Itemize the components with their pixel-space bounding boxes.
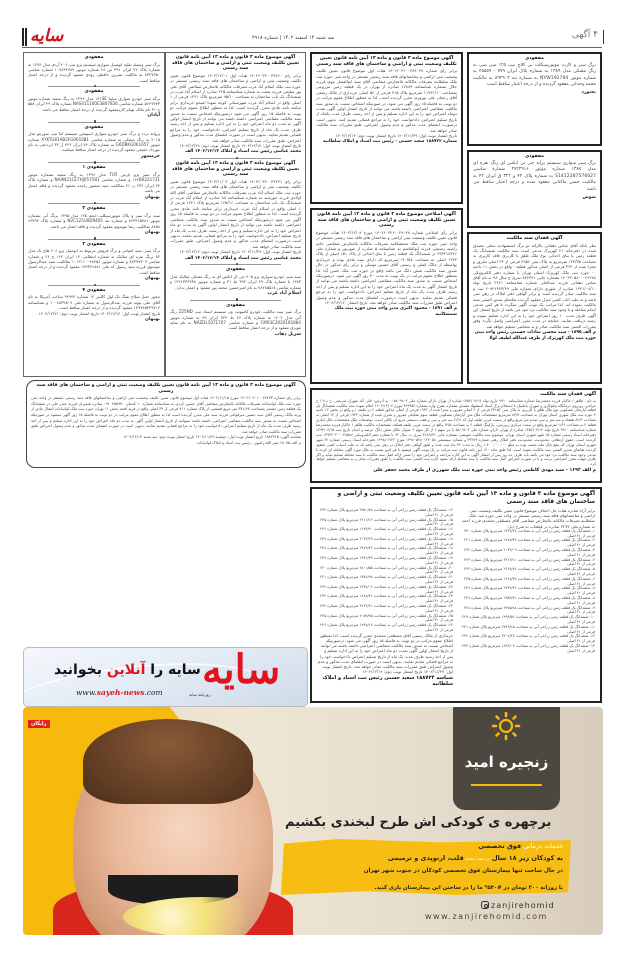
notice-body: برابر رأی شماره ۱۴۰۲۶۰۳۱۰۰۳۸۴۰۴۷ هیات اول موضوع قانون تعیین تکلیف وضعیت ثبتی اراضی و ساختمانهای فاقد سند رسمی مستقر در واحد ثبتی حوزه ثبت ملک سلطانیه تصرفات مالکانه بلامعارض متقاضی آقای سید ابوالفضل نبوی فرزند جلال بشماره شناسنامه ۱۷۸۸۹ صادره از تهران در یک قطعه زمین مزروعی بمساحت ۱۱۷۳۱/۱۰ مترمربع پلاک ۳۱۵ فرعی از ۵۲ اصلی خریداری از مالک رسمی آقای رحمان علی نوروزی محرز گردیده است. لذا به منظور اطلاع عموم مراتب در دو نوبت به فاصله ۱۵ روز آگهی می شود. در صورتیکه اشخاص نسبت به صدور سند مالکیت متقاضی اعتراضی داشته باشند می توانند از تاریخ انتشار اولین آگهی بمدت دوماه اعتراض خود را به این اداره تسلیم و پس از اخذ رسید، ظرف مدت یکماه از تاریخ تسلیم اعتراض، دادخواست خود را به مراجع قضائی تقدیم کنند. بدیهی است درصورت انقضای مدت مذکور و عدم وصول اعتراض، طبق مقررات سند مالکیت صادر خواهد شد. <box>316 68 458 133</box>
divider <box>48 283 140 287</box>
notice-closing: خریداری از مالک رسمی آقای مصطفی محمدی محرز گردیده است. لذا بمنظور اطلاع عموم مراتب در دو نوبت به فاصله ۱۵ روز آگهی می شود. درصورتیکه اشخاص نسبت به صدور سند مالکیت متقاضی اعتراضی داشته باشند می توانند از تاریخ انتشار اولین آگهی بمدت دو ماه اعتراض خود را به این اداره تسلیم و پس از اخذ رسید ظرف مدت یک ماه از تاریخ تسلیم اعتراض دادخواست خود را به مراجع قضائی تقدیم نمایند. بدیهی است در صورت انقضای مدت مذکور و عدم وصول اعتراض طبق مقررات سند مالکیت صادر خواهد شد. تاریخ انتشار نوبت اول: ۱۴۰۲/۱۱/۲۹ تاریخ انتشار نوبت دوم: ۱۴۰۲/۱۲/۱۴ <box>317 632 453 675</box>
notice-signature: م الف ۱۸۹۱ - محمود اکبری مدیر واحد ثبتی حوزه ثبت ملک شمشکانیه <box>334 306 457 318</box>
newspaper-logo: سایه <box>30 26 64 46</box>
notice-article3-soltanieh <box>310 52 463 204</box>
logo-text: زنجیره امید <box>464 753 549 771</box>
ad-text: فوق تخصصی <box>478 842 522 850</box>
headline-part: سایه را <box>145 662 201 678</box>
sayeh-ad-headline <box>54 662 201 678</box>
parcel-item: ۸- ششدانگ یک قطعه زمین زراعی آبی به مساحت ۱۹۵۳/۲۱ مترمربع پلاک شماره ۲۲۷ فرعی از ۴۱ اصلی <box>464 595 595 605</box>
sayeh-ad-url[interactable] <box>76 688 163 697</box>
notice-title: آگهی موضوع ماده ۳ قانون و ماده ۱۳ آیین نامه قانون تعیین تکلیف وضعیت ثبتی و اراضی و ساختمان های فاقد سند رسمی <box>316 56 457 67</box>
notice-title: مفقودی <box>525 154 544 159</box>
sayeh-ad-logo-caption: روزنامه سایه <box>189 692 211 697</box>
notice-signature: شماره ۱۸۸۷۲۲ سعید حسنی - رئیس ثبت اسناد و املاک سلطانیه <box>322 139 457 145</box>
parcel-item: ۲۰- ششدانگ یک قطعه زمین زراعی آبی به مساحت ۲۸۰۱/۵۵ مترمربع پلاک شماره ۲۴۰ فرعی از ۴۱ اصلی <box>320 565 453 575</box>
issue-info: سه شنبه ۱۴ اسفند ۱۴۰۲ | شماره ۴۹۱۸ <box>252 35 335 41</box>
notice-body: مجوز حمل سلاح تفنگ تک لول کالیبر ۱۲ شماره ۹۴۹۷۳ ساخت آمریکا به نام آقای علی پیوند فرزند عبدالرسول به شماره ملی ۱۰۰۸۸۳۲۵۰۹ و شناسنامه ۱۲۹۷۴۵۳۳۹۷۱۴ مفقود گردیده و از درجه اعتبار ساقط است. <box>28 294 160 311</box>
notice-city: شوش <box>582 194 596 200</box>
headline-highlight: آنلاین <box>106 662 146 678</box>
notice-title: مفقودی <box>525 56 544 61</box>
parcel-item: ۱- ششدانگ یک قطعه زمین زراعی آبی به مساحت ۱۴۲۷/۲۷ مترمربع پلاک شماره ۲۳۰ فرعی از ۴۱ اصلی <box>464 528 595 538</box>
ad-text: قلب، ارتوپدی و ترمیمی <box>387 854 464 862</box>
notice-title: مفقودی ۲ <box>82 206 106 212</box>
sun-icon <box>491 711 521 741</box>
flowers-decoration <box>123 897 283 935</box>
divider <box>48 160 140 164</box>
zanjireh-omid-logo <box>453 707 560 810</box>
ad-text: در سه رشته <box>463 857 490 862</box>
notice-body: به نام - ظاهر / خاکیار فرزند محمدرضا شماره شناسنامه ۹۹۱۰ تاریخ تولد ۱۳۵۲/۰۴/۱۴ صادره از تهران دارای شماره ملی ۰۰۵۸۰۹۸۰۳ به آدرس: خلی آباد شهرک شریعتی، خ پ۳ / ج جراغی، روبروی درمانگاه نیکوکاری و شهرک باتکنیک با استعلام برگ اسناد استشهاد مصدق بشماره بشرح واژه بشماره ۹۴۳۹۵۲ مورخ ۱۴۰۲/۱۲/۰۳ اعلام نموده سند مالکیت ششدانگ یک قطعه آپارتمان مسکونی نوع ملک طلق با کاربری به پلاک ثبتی ۲۳۱۵۲ فرعی از ۴ اصلی مفروز و مجزا شده از ۱۹۴۲ فرعی از اصلی مذکور قطعه ۲ در طبقه ۱ و واقع در بخش ۱۲ ناحیه ۴ حوزه ثبت ملک شهری استان تهران به مساحت ۸۴/۳ مترمربع مشخصات ملک متن آپارتمان مسکونی قطعه سوم تفکیکی مفروز و مجری شده از شماره ۱۹۳۳ فرعی از ۱۲ اصلی به مساحت ۸۲/۳ هشتاد و سه متر و سی صدم متر مربع واقع در سمت غربی طبقه اول که ۲/۲۸ سه متر و سی و هفت دسیمتر مربع آن بالکن است. توضیحات ملک مشخصات ملک انباری قطعه ۲ به مساحت ۱/۶۶ مترمربع واقع در سمت مرکزی زیرزمین، پارکینگ قطعه ۴ به مساحت ۱۳/۵ واقع در سمت غربی طبقه همکف مشخصات مالکیت ظاهر / خاکیار فرزند محمدرضا شماره شناسنامه ۹۹۱۰ تاریخ تولد ۱۳۵۲/۰۴/۱۴ صادره از تهران دارای شماره ملی ۵۸۰۹۸۰۳ با جز سهم ۶ از کل سهم ۶ بعنوان مالک شش دانگ عرصه و اعیان تاریخ ثبت ۱۳۹۴/۰۶/۱۵ دفترخانه اسناد رسمی شماره ۱۵ شهر شهری استان تهران. موضوع سند مالکیت تعویضی بشماره چاپی ۳۶۸۹/۳۶ سری ب سال ۹۲ با شماره دفتر الکترونیکی ۱۳۹۲۲۰۲۰۰۰۳۸۵۸۷ ثبت گردیده است. حقوق ارتفاقی، محدودیت، محدودیت دفتر املاک رهنی شماره ۲۹۲۷۳ و شماره سیستمی ۱۳۹۸۰۵۲۸۰۱۴۲۰۵۸ مورخ ۱۳۹۸/۰۲/۲۲ دفترخانه اسناد رسمی شماره ۲۲ شهر شهری استان تهران که بنفع بانک ملت شعبه بوده به مبلغ ۱,۴۰۰,۰۰۰,۰۰۰ ریال به مدت ۳۲ ماه ثبت شده و طبق گواهی دفتر املاک در رهن نمی باشد که به علت اسباب کشی مفقود گردیده تقاضای صدور المثنی سند مالکیت نموده است. لذا طبق ماده ۱۲۰ آیین نامه قانون ثبت مراتب در یک نوبت آگهی میشود تا هر کس نسبت به ملک مورد آگهی معامله ای کرده یا مدعی وجود سند مالکیت نزد خود می باشد باید ظرف ده روز پس از انتشار آگهی به این اداره مراجعه و اعتراض خود را ضمن ارائه اصل سند مالکیت با سند معامله تسلیم نماید و اگر ظرف مهلت مقرر اعتراضی نرسد و یا در صورت اعتراض اصل سند مالکیت یا سند معامله ارائه نشود اداره ثبت المثنی سند مالکیت را طبق مقررات صادر و به متقاضی تسلیم خواهد کرد. <box>316 398 597 467</box>
parcel-item: ۲۵- ششدانگ یک قطعه زمین زراعی آبی به مساحت ۲۰۵۹/۹۵ مترمربع پلاک شماره ۲۴۵ فرعی از ۴۱ اصلی <box>320 613 453 623</box>
notice-lost-2 <box>467 150 602 228</box>
instagram-text: zanjirehomid <box>491 901 555 910</box>
parcel-item: ۲۱- ششدانگ یک قطعه زمین زراعی آبی به مساحت ۱۳۵۶/۹۸ مترمربع پلاک شماره ۲۴۱ فرعی از ۴۱ اصلی <box>320 575 453 584</box>
parcel-item: ۲۶- ششدانگ یک قطعه زمین زراعی آبی به مساحت ۱۷۹۸/۱۴ مترمربع پلاک شماره ۲۴۶ فرعی از ۴۱ اصلی <box>320 623 453 632</box>
divider <box>48 84 140 88</box>
notice-signature: محمد عباسی رئیس ثبت اسناد و املاک ۱۴۰۲/۱۲/۱۴ الف <box>185 255 301 261</box>
header-divider <box>603 30 604 44</box>
notice-body: برابر رای شماره ۱۴۰۲۶۰۳۰۱۰۰۲۸۴۷۳ مورخ ۱۴۰۲/۱۱/۱۵ هیات اول موضوع قانون تعیین تکلیف وضعیت ثبتی اراضی و ساختمانهای فاقد سند رسمی مستقر در واحد ثبتی حوزه ثبت ملک لواسانات تصرفات مالکانه بلامعارض متقاضی آقای حسین کردی به شناسنامه شماره ۱۰ کدملی ۰۹۱۰۴۵۵۹۷۰ صادره شمیران فرزند حیدر علی در ششدانگ یک قطعه زمین مشجر بمساحت ۳۷۱/۶۷ متر مربع قسمتی از پلاک شماره ۷۱۱ فرعی از ۳۹ اصلی واقع در قریه افجه بخش ۱۱ تهران حوزه ثبت ملک لواسانات انتقال عادی از ورثه مالک رسمی آقای سید حسین میرقوامی فرزند سید علی محرز گردیده است لذا به منظور اطلاع عموم مراتب در دو نوبت به فاصله ۱۵ روز آگهی میشود در صورتیکه اشخاص نسبت به صدور سند مالکیت متقاضی اعتراضی داشته باشند میتوانند از تاریخ انتشار اولین آگهی به مدت دو ماه اعتراض خود را به این اداره تسلیم و پس از اخذ رسید ظرف مدت یک ماه از تاریخ تسلیم اعتراض دادخواست خود را به مراجع قضایی تقدیم نمایند. بدیهی است در صورت انقضای مدت مذکور و عدم وصول اعتراض طبق مقررات سند مالکیت صادر خواهد شد. <box>31 395 302 434</box>
ad-line-children <box>291 854 563 862</box>
notice-title: آگهی فقدان سند مالکیت <box>540 392 596 397</box>
notice-title: مفقودی <box>226 267 245 273</box>
ad-line-hospital: در حال ساخت تنها بیمارستان فوق تخصصی کودکان در جنوب شهر تهران <box>363 868 563 874</box>
notice-body: برگ سبز سند مالکیت خودرو کامیونت ون سیستم ایساد تیپ Z25ND رنگ آبی مدل ۱۴۰۲ به شماره پلاک ۴۷ ط ۷۲۲ ایران ۲۹ به شماره موتور CM03C2020181884 و شماره شاسی NAZDL1071707 به نام سایه غویزی مفقود و از درجه اعتبار ساقط است. <box>170 309 301 331</box>
notice-dates: شناسه آگهی: ۱۸۸۲۳۶۵ تاریخ انتشار نوبت اول: دوشنبه ۱۴۰۲/۱۱/۲۹ تاریخ انتشار نوبت دوم: سه شنبه ۱۴۰۲/۱۲/۱۴ <box>123 434 301 440</box>
page-section-label: ۴ آگهی <box>571 30 598 40</box>
sayeh-ad-logo: سایه <box>202 647 281 693</box>
divider <box>48 237 140 241</box>
notice-city: آبادان <box>147 113 160 119</box>
notice-body: برگ سبز و کارت موتورسیکلت بی کلاچ تیپ ۱۲۵ سی سی به رنگ مشکی مدل ۱۳۸۹ به شماره پلاک ایران ۷۷۹ - ۴۵۵۵۹ به شماره موتور NYW192794 به شماره تنه ۸۹۲۹۰۳ به مالکیت محمد وحدانی مفقود گردیده و از درجه اعتبار ساقط است. <box>473 62 597 88</box>
notice-city: سرپل ذهاب <box>274 331 301 337</box>
charity-website[interactable]: www.zanjirehomid.com <box>425 912 548 921</box>
notice-city: بجنورد <box>581 89 596 95</box>
parcel-item: ۱۶- ششدانگ یک قطعه زمین زراعی آبی به مساحت ۱۶۷۴/۳۰ مترمربع پلاک شماره ۲۳۶ فرعی از ۴۱ اصلی <box>320 527 453 536</box>
notice-body: برابر رای ۱۴۰۲۶۰۳۴۰۰۳۴۲۲۱ هیات اول ۱۴۰۲/۱۱/۰۴ موضوع قانون تعیین تکلیف وضعیت ثبتی و اراضی و ساختمان های فاقد سند رسمی مستقر در حوزه ثبت ملک اسلام آباد غرب تصرفات مالکانه بلامعارض متقاضی آقای الله اولادی فرزند خورشید به شماره شناسنامه ۸۸ صادره از اسلام آباد غرب در ششدانگ یک باب ساختمان به مساحت ۱۶۵/۱۶ مترمربع پلاک ۱۲۴۱ فرعی از ۱ اصلی واقع در اسلام آباد غرب خریداری برابر مبایعه نامه عادی محرز گردیده است. لذا به منظور اطلاع عموم مراتب در دو نوبت به فاصله ۱۵ روز آگهی می شود درصورتیکه اشخاص نسبت به صدور سند مالکیت متقاضی اعتراضی داشته باشند می توانند از تاریخ انتشار اولین آگهی به مدت دو ماه اعتراض خود را به این اداره تسلیم و پس از اخذ رسید، ظرف مدت یک ماه از تاریخ تسلیم اعتراض، دادخواست خود را به مراجع قضایی تقدیم نمایند. بدیهی است درصورت انقضای مدت مذکور و عدم وصول اعتراض، طبق مقررات سند مالکیت صادر خواهد شد. <box>170 178 301 249</box>
parcel-item: ۱۸- ششدانگ یک قطعه زمین زراعی آبی به مساحت ۲۴۸۹/۷۲ مترمربع پلاک شماره ۲۳۸ فرعی از ۴۱ اصلی <box>320 546 453 556</box>
notice-city: خرمشهر <box>140 153 160 159</box>
instagram-icon <box>481 901 489 909</box>
notice-article3-lavasanat <box>26 380 306 468</box>
notice-city: بهبهان <box>145 317 160 323</box>
divider <box>190 262 281 266</box>
notice-signature: م الف ۱۸۹۵ - سید محسن سادات حسینی رئیس واحد ثبتی حوزه ثبت ملک کهریزک از طرف عبدالله لطیف لولا <box>474 330 596 341</box>
notice-body: سند برگ سبز و پلاک موتورسیکلت انجم ۱۲۵ مدل ۱۳۹۵ برنگ آبی بشماره موتور ۸۲۳۳۱۵۷۸۱ و شماره تنه N2C125U0D9405 و شماره پلاک ۶۳۷۹۴ ۸۷۵۸ بمالکیت رضا موسوی مفقود گردیده و فاقد اعتبار می باشد. <box>28 212 161 229</box>
notice-dates: تاریخ انتشار نوبت اول: ۱۴۰۲/۱۲/۱۴ تاریخ انتشار نوبت دوم: ۱۴۰۲/۱۲/۲۸ <box>179 143 301 149</box>
parcel-item: ۴- ششدانگ یک قطعه زمین زراعی آبی به مساحت ۳۲۱۳/۱۱ مترمربع پلاک شماره ۲۲۳ فرعی از ۴۱ اصلی <box>464 557 595 567</box>
parcel-item: ۷- ششدانگ یک قطعه زمین زراعی آبی به مساحت ۲۷۹۲/۳۶ مترمربع پلاک شماره ۲۲۶ فرعی از ۴۱ اصلی <box>464 586 595 596</box>
instagram-handle[interactable] <box>481 901 555 910</box>
parcel-item: ۳- ششدانگ یک قطعه زمین زراعی آبی به مساحت ۲۰۴۴/۰۹ مترمربع پلاک شماره ۲۲۲ فرعی از ۴۱ اصلی <box>464 548 595 557</box>
notice-body: برابر رای ۱۴۰۲۶۰۳۴۰۰۳۴۸۶۰ هیات اول ۱۴۰۲/۱۲/۰۱ موضوع قانون تعیین تکلیف وضعیت ثبتی و اراضی و ساختمان های فاقد سند رسمی مستقر در حوزه ثبت ملک اسلام آباد غرب تصرفات مالکانه بلامعارض متقاضی آقای علی پور سلیمی فرزند نعمت به شماره شناسنامه ۲۲۵ صادره از اسلام آباد غرب در ششدانگ یک باب ساختمان به مساحت ۹۵/۱۰ مترمربع پلاک ۱۲۴۱ فرعی از ۱ اصلی واقع در اسلام آباد غرب شهرستانی کوچه شهدا ابتیحو خریداری برابر مبایعه نامه عادی محرز گردیده است. لذا به منظور اطلاع عموم مراتب دو نوبت به فاصله ۱۵ روز آگهی می شود درصورتیکه اشخاص نسبت به صدور سند مالکیت متقاضی اعتراضی داشته باشند می توانند از تاریخ انتشار اولین آگهی به مدت دو ماه اعتراض خود را به این اداره تسلیم و پس از اخذ رسید ظرف مدت یک ماه از تاریخ تسلیم اعتراض، دادخواست خود را به مراجع قضایی تقدیم نمایند. بدیهی است در صورت انقضای مدت مذکور و عدم وصول اعتراض، طبق مقررات سند مالکیت صادر خواهد شد. <box>170 72 302 143</box>
notice-title: مفقودی <box>84 124 104 130</box>
notice-signature: محمد عباسی رئیس ثبت اسناد و املاک ۱۴۰۲/۱۲/۱۴ الف <box>185 149 301 155</box>
divider <box>190 298 281 302</box>
notice-body: برگ سبز، سند کمپانی و برگ فروش مربوط به اتومبیل پژو ۲۰۶ هاچ بک مدل ۸۳ برنگ نقره ای متالیک به شماره انتظامی ۱۴ ایران ۱۶۲ ج ۲۶ و شماره شاسی ۸۲۳۹۷۳۰۹ و شماره موتور ۱۰۱۳۱۱۰۰۴۸۴۵۶ بمالکیت سید عبدالرسول موسوی فرزند سید رسول کد ملی ۱۹۹۳۷۱۸۸۱ مفقود گردیده و از درجه اعتبار ساقط است. <box>28 248 161 275</box>
parcel-item: ۱۹- ششدانگ یک قطعه زمین زراعی آبی به مساحت ۱۹۴۶/۳۳ مترمربع پلاک شماره ۲۳۹ فرعی از ۴۱ اصلی <box>320 555 453 565</box>
notice-article3-list <box>310 487 602 703</box>
divider <box>48 120 140 124</box>
zanjireh-omid-ad[interactable] <box>23 707 603 935</box>
parcel-item: ۱۱- ششدانگ یک قطعه زمین زراعی آبی به مساحت ۲۷۴۹/۱۵ مترمربع پلاک شماره ۲۳۱ فرعی از ۴۱ اصلی <box>462 624 595 634</box>
headline-part: بخوانید <box>54 662 107 678</box>
list-column-left <box>317 508 453 687</box>
sayeh-online-ad[interactable] <box>23 647 308 707</box>
parcel-item: ۱۲- ششدانگ یک قطعه زمین زراعی آبی به مساحت ۳۲۰۸/۴۴ مترمربع پلاک شماره ۲۳۲ فرعی از ۴۱ اصلی <box>462 634 595 644</box>
notice-title: آگهی فقدان سند مالکیت <box>506 236 563 241</box>
parcel-list-right <box>459 529 595 654</box>
notice-signature: م الف ۱۶۹۳ - سید مهدی کاظمی رئیس واحد ثبتی حوزه ثبت ملک شهرری از طرف محمد جعفر علی <box>373 468 596 474</box>
ad-line-services <box>291 842 563 850</box>
free-badge: رایگان <box>28 720 50 728</box>
notice-title: آگهی اصلاحی موضوع ماده ۳ قانون و ماده ۱۳ آیین نامه قانون تعیین تکلیف وضعیت ثبتی و اراضی و ساختمان های فاقد سند رسمی <box>317 212 456 229</box>
notice-title: آگهی موضوع ماده ۳ قانون و ماده ۱۳ آیین نامه قانون تعیین تکلیف وضعیت ثبتی و اراضی و ساختمان های فاقد سند رسمی <box>36 383 296 394</box>
parcel-list-left <box>317 508 453 633</box>
ad-text: خدمات درمانی <box>521 842 563 850</box>
divider <box>48 201 140 205</box>
notice-dates: تاریخ انتشار نوبت اول: ۱۴۰۲/۱۲/۱۴ تاریخ انتشار نوبت دوم: ۱۴۰۲/۱۲/۲۱ <box>38 310 160 316</box>
notice-title: مفقودی <box>226 302 245 308</box>
parcel-item: ۶- ششدانگ یک قطعه زمین زراعی آبی به مساحت ۱۴۶۸/۴۷ مترمربع پلاک شماره ۲۲۵ فرعی از ۴۱ اصلی <box>464 576 595 586</box>
divider <box>190 156 281 160</box>
parcel-item: ۲۴- ششدانگ یک قطعه زمین زراعی آبی به مساحت ۳۱۲۲/۶۱ مترمربع پلاک شماره ۲۴۴ فرعی از ۴۱ اصلی <box>320 603 453 613</box>
notice-signature: م الف ۱۸۰۷۵ نصر الله رامپور - رئیس ثبت اسناد و املاک لواسانات <box>196 439 301 445</box>
notice-title: مفقودی ۳ <box>82 241 106 247</box>
logo-underline <box>471 784 542 786</box>
notice-dates: تاریخ انتشار نوبت اول: ۱۴۰۲/۱۱/۲۹ تاریخ انتشار نوبت دوم: ۱۴۰۲/۱۲/۱۴ <box>179 249 301 255</box>
notice-title: مفقودی ۴ <box>82 287 106 293</box>
parcel-item: ۱۴- ششدانگ یک قطعه زمین زراعی آبی به مساحت ۲۹۵۰/۷۸ مترمربع پلاک شماره ۲۳۴ فرعی از ۴۱ اصلی <box>320 508 453 517</box>
parcel-item: ۱۰- ششدانگ یک قطعه زمین زراعی آبی به مساحت ۱۲۹۹/۵۶ مترمربع پلاک شماره ۲۲۹ فرعی از ۴۱ اصلی <box>462 615 595 624</box>
notice-body: برگ سبز وسیله نقلیه اتومبیل سواری سیستم پژو تیپ ۲۰۶ آردی مدل ۱۳۸۳ به شماره پلاک ۲۲ ایران ۳۹۱ ص ۴۸ شماره موتور ۱۰۹۸۳۲۷۸۷ شماره شاسی ۸۳۲۷۳۵۰ به مالکیت نسرین حافظی رودی مفقود گردیده و از درجه اعتبار ساقط است. <box>28 61 160 83</box>
url-highlight: sayeh-news <box>96 688 145 697</box>
logo-bars-icon <box>22 28 27 46</box>
list-column-right <box>459 508 595 687</box>
child-photo-hair <box>83 719 253 804</box>
column-1 <box>23 52 165 377</box>
notice-lost-1 <box>467 52 602 146</box>
notice-body: پروانه تردد و برگ سبز خودرو سواری اسپیشن سیستم کیا تیپ سورنتو مدل ۲۰۱۵ به رنگ مشکی به شماره شاسی XYKTU81AB2FG061081 شماره موتور G6DBKG061657 به شماره پلاک ۴۴ ایران ۴۴۲ ل ۳۲ ایردنجی به نام مهرداد حقیقی مفقود گردیده از درجه اعتبار ساقط میباشد. <box>28 131 160 153</box>
notice-title: مفقودی <box>84 89 104 95</box>
notice-body: نظر بانکه آقای عباس دهقانی بالارائه دو برگ استشهادیه محلی مصدق شده در دفترخانه ۲۱ کهریزک مدعی است سند مالکیت ششدانگ یک قطعه زمین با بنای احداثی نوع ملک طلق با کاربری فاقد کاربری به مساحت ۱۳۴/۳۵ مترمربع به پلاک ثبتی ۴۹۵۶ فرعی از ۲۳ اصلی مفروز و مجزا شده از ۳۶۴ فرعی از اصلی مذکور قطعه - واقع در بخش ۱۱ ناحیه ۰۰ حوزه ثبت ملک کهریزک استان تهران با شماره دفتر الکترونیکی ۱۴۰۲۲۰۵۸۰۰۰۲۶۲۸۸ بشماره چاپی ۸۴۲۳۷۱ سری ج سال ۹۸ به نام آقای عباس دهقانی فرزند عبدالعلی شماره شناسنامه ۲۲۶۱ تاریخ تولد ۱۳۴۱/۰۸/۱۰ صادره از شهری دارای شماره ملی ۲۰۹۲۲۴۷۳/۴۹ ثبت و سند مالکیت صادر گردیده است و برابر گواهی دفتر املاک در رهن نمی باشد و به علت اثاث کشی منزل مفقود گردیده تقاضای صدور المثنی سند مالکیت نموده اند. لذا مراتب یک نوبت آگهی میگردد تا هر کس مدعی انجام معامله و یا وجود سند مالکیت نزد خود می باشد از تاریخ انتشار این آگهی ظرف مدت ۱۰ روز اعتراض خود را به این اداره تسلیم نموده و رسید دریافت نمایند. چنانچه در مدت مقرر اعتراضی واصل نگردد وفق مقررات المثنی سند مالکیت صادر و به متقاضی تسلیم خواهد شد. <box>473 242 596 329</box>
notice-body: سند سبز خودرو سواری پژو ۴۰۵ جی ال ایکس آی به رنگ مشکی متالیک مدل ۱۳۸۳ با شماره پلاک ۲۹ ایران ۳۹۴ ط ۳۱ و شماره موتور ۱۲۴۶۳۳۳۶۳۸ و شماره شاسی ۷۸۲۸۵۵۱۸ به نام امیرحسین محمد پور مفقود و اعتبار ندارد. <box>170 273 302 290</box>
parcel-item: ۲- ششدانگ یک قطعه زمین زراعی آبی به مساحت ۱۷۸۷/۴۲ مترمربع پلاک شماره ۲۲۱ فرعی از ۴۱ اصلی <box>464 538 595 548</box>
parcel-item: ۵- ششدانگ یک قطعه زمین زراعی آبی به مساحت ۲۶۶۷/۸۲ مترمربع پلاک شماره ۲۲۴ فرعی از ۴۱ اصلی <box>464 567 595 576</box>
ad-slogan: برچهره ی کودکی اش طرح لبخندی بکشیم <box>285 815 552 830</box>
column-2 <box>165 52 306 377</box>
notice-body: برگ سبز پژو پارس TU5 مدل ۱۳۹۶ به رنگ سفید بشماره موتور ۱۶۴B0221731 و شماره شاسی NAAN21CE7HJ057581 و شماره پلاک ۲۴ ایران ۲۷۲ ن ۴۱ بمالکیت سید منصور رابنده مفقود گردیده و فاقد اعتبار می باشد. <box>28 172 160 194</box>
notice-deed-loss-1 <box>467 232 602 384</box>
parcel-item: ۹- ششدانگ یک قطعه زمین زراعی آبی به مساحت ۲۳۷۵/۸۸ مترمربع پلاک شماره ۲۲۸ فرعی از ۴۱ اصلی <box>464 605 595 615</box>
parcel-item: ۲۳- ششدانگ یک قطعه زمین زراعی آبی به مساحت ۱۶۸۸/۴۶ مترمربع پلاک شماره ۲۴۳ فرعی از ۴۱ اصلی <box>320 594 453 604</box>
url-part: www. <box>76 688 97 697</box>
notice-title: مفقودی <box>84 55 104 60</box>
notice-signature: شناسه ۱۸۸۷۲۴ سعید حسنی رئیس ثبت اسناد و املاک سلطانیه <box>322 675 453 688</box>
notice-city: بهبهان <box>145 276 160 282</box>
parcel-item: ۱۵- ششدانگ یک قطعه زمین زراعی آبی به مساحت ۲۲۱۶/۱۲ مترمربع پلاک شماره ۲۳۵ فرعی از ۴۱ اصلی <box>320 517 453 527</box>
notice-body: برابر رأی اصلاحی شماره ۱۴۰۲۶۰۳۲۶۰۰۲۹۰۴۸ مورخ ۱۴۰۲/۱۲/۰۸ هیات موضوع قانون تعیین تکلیف وضعیت ثبتی اراضی و ساختمان های فاقد سند رسمی مستقر در واحد ثبتی حوزه ثبت ملک شمشکانیه تصرفات مالکانه بلامعارض متقاضی خانم راضیه رستمی فرزند ابوالقاسم به شناسنامه ۵ صادره از شهریور و شماره ملی ۲۹۳۲۱۸۴۶۶ در ششدانگ یک قطعه زمین با بنای احداثی از پلاک ۱۵۱ اصلی از پلاک ۱۲۷۳ اصلی به مساحت ۱۴۰/۵۸ مترمربع که دارای سند عادی بوده و خریداری بواسطه از مالک اصلی و رسمی آقای حسین توسلی و برابر رأی مذکور در حال صدور سند مالکیت شش دانگ می باشد واقع در حوزه ثبت ملک حسن آباد لذا بمنظور اطلاع عموم مراتب در یک نوبت به مدت ۳۰ روز آگهی می شود. درصورتیکه اشخاص نسبت به صدور سند مالکیت متقاضی اعتراضی داشته باشند می توانند از تاریخ انتشار آگهی به مدت یک ماه اعتراض خود را به این اداره تسلیم و پس از اخذ رسید ظرف مدت یک ماه از تاریخ تسلیم اعتراض، دادخواست خود را به مرجع قضائی تقدیم نمایند. بدیهی است درصورت انقضای مدت مذکور و عدم وصول اعتراض طبق مقررات سند مالکیت صادر خواهد شد. تاریخ انتشار: ۱۴۰۲/۱۲/۱۴ <box>316 229 457 306</box>
notice-city: بهبهان <box>145 194 160 200</box>
parcel-item: ۲۲- ششدانگ یک قطعه زمین زراعی آبی به مساحت ۲۲۹۷/۰۴ مترمربع پلاک شماره ۲۴۲ فرعی از ۴۱ اصلی <box>320 584 453 594</box>
parcel-item: ۱۳- ششدانگ یک قطعه زمین زراعی آبی به مساحت ۱۸۲۹/۰۳ مترمربع پلاک شماره ۲۳۳ فرعی از ۴۱ اصلی <box>462 643 595 653</box>
notice-body: برگه سبز خودرو سواری سایپا ۱۳۱SE مدل ۱۳۹۲ به رنگ سفید شماره موتور ۵۶۴۷۴۳۳ شماره شاسی NAS411100E3807836 شماره پلاک ۲۹ ایران ۵۵۸ ج ۳۱ نام مالک بهنام کاریمفقود گردیده از درجه اعتبار ساقط می باشد. <box>28 95 161 112</box>
ad-line-donate: با روزانه ۳۰۰ تومان در #۵۴۰* ما را در ساختن این بیمارستان یاری کنید. <box>374 885 563 891</box>
notice-intro: برابر آراء صادره هیات حل اختلاف موضوع قانون تعیین تکلیف وضعیت ثبتی اراضی و ساختمانهای فاقد سند رسمی مستقر در واحد ثبتی حوزه ثبت ملک سلطانیه تصرفات مالکانه بلامعارض متقاضی آقای مصطفی محمدی فرزند احمد به شماره ملی ۲۲۷۲ صادره در قطعات به شرح ذیل: <box>461 508 595 529</box>
notice-title: آگهی موضوع ماده ۳ قانون و ماده ۱۳ آیین نامه قانون تعیین تکلیف وضعیت ثبتی و اراضی و ساختمان های فاقد سند رسمی <box>171 161 300 178</box>
notice-title: مفقودی ۱ <box>82 165 106 171</box>
notice-title: آگهی موضوع ماده ۳ قانون و ماده ۱۳ آیین نامه قانون تعیین تکلیف وضعیت ثبتی و اراضی و ساختمان های فاقد سند رسمی <box>337 491 595 505</box>
parcel-item: ۱۷- ششدانگ یک قطعه زمین زراعی آبی به مساحت ۳۰۳۳/۶۹ مترمربع پلاک شماره ۲۳۷ فرعی از ۴۱ اصلی <box>320 536 453 546</box>
notice-article3-correction <box>310 208 463 384</box>
ad-text: به کودکان زیر ۱۸ سال <box>489 854 563 862</box>
notice-title: آگهی موضوع ماده ۳ قانون و ماده ۱۳ آیین نامه قانون تعیین تکلیف وضعیت ثبتی و اراضی و ساختمان های فاقد سند رسمی <box>171 55 300 72</box>
page-header <box>22 26 602 48</box>
notice-dates: تاریخ انتشار نوبت اول: ۱۴۰۲/۱۱/۲۹ تاریخ انتشار نوبت دوم: ۱۴۰۲/۱۲/۱۴ <box>335 133 457 139</box>
notice-city: اسلام آباد غرب <box>267 290 301 296</box>
notice-deed-loss-2 <box>310 388 602 483</box>
notice-body: برگ سبز سواری سیستم پراید جی تی ایکس ای رنگ نقره ای مدل ۱۳۸۷ شماره موتور ۲۷۲۲۹۱۶ شماره شاسی S1412287576027 به شماره پلاک ۴۲ و ۳۲۲ ق ایران ۴۲ به مالکیت حسن ماکنانی مفقود شده و درجه اعتبار ساقط می باشد. <box>473 160 597 192</box>
url-part: .com <box>144 688 163 697</box>
notice-city: بهبهان <box>145 230 160 236</box>
